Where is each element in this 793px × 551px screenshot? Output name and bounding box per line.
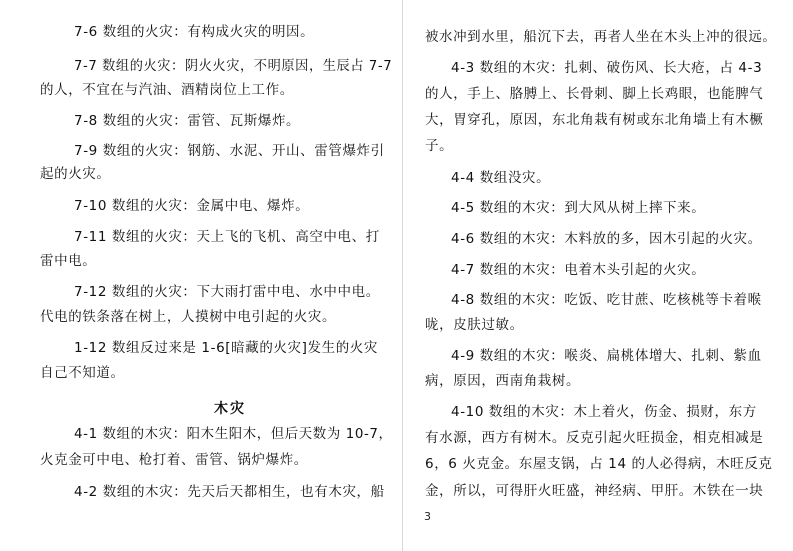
text-line: 大，胃穿孔，原因，东北角栽有树或东北角墙上有木橛 — [425, 112, 764, 128]
column-divider — [402, 0, 403, 551]
text-line: 4-10 数组的木灾：木上着火，伤金、损财，东方 — [451, 404, 757, 420]
text-line: 有水源，西方有树木。反克引起火旺损金，相克相减是 — [425, 430, 764, 446]
left-column — [40, 0, 392, 551]
text-line: 7-10 数组的火灾：金属中电、爆炸。 — [74, 198, 310, 214]
text-line: 6，6 火克金。东屋支锅，占 14 的人必得病，木旺反克 — [425, 456, 773, 472]
text-line: 4-2 数组的木灾：先天后天都相生，也有木灾，船 — [74, 484, 385, 500]
text-line: 被水冲到水里，船沉下去，再者人坐在木头上冲的很远。 — [425, 29, 777, 45]
text-line: 的人，不宜在与汽油、酒精岗位上工作。 — [40, 82, 294, 98]
text-line: 1-12 数组反过来是 1-6[暗藏的火灾]发生的火灾 — [74, 340, 379, 356]
text-line: 7-7 数组的火灾：阴火火灾，不明原因，生辰占 7-7 — [74, 58, 393, 74]
text-line: 4-4 数组没灾。 — [451, 170, 551, 186]
text-line: 7-11 数组的火灾：天上飞的飞机、高空中电、打 — [74, 229, 380, 245]
text-line: 7-6 数组的火灾：有构成火灾的明因。 — [74, 24, 315, 40]
text-line: 4-1 数组的木灾：阳木生阳木，但后天数为 10-7， — [74, 426, 393, 442]
text-line: 火克金可中电、枪打着、雷管、锅炉爆炸。 — [40, 452, 308, 468]
text-line: 7-8 数组的火灾：雷管、瓦斯爆炸。 — [74, 113, 301, 129]
text-line: 病，原因，西南角栽树。 — [425, 373, 581, 389]
right-column — [425, 0, 777, 551]
text-line: 7-9 数组的火灾：钢筋、水泥、开山、雷管爆炸引 — [74, 143, 385, 159]
text-line: 咙，皮肤过敏。 — [425, 317, 524, 333]
page-number: 3 — [424, 510, 431, 523]
text-line: 的人，手上、胳膊上、长骨刺、脚上长鸡眼，也能脾气 — [425, 86, 764, 102]
text-line: 子。 — [425, 138, 454, 154]
text-line: 4-9 数组的木灾：喉炎、扁桃体增大、扎刺、紫血 — [451, 348, 762, 364]
text-line: 起的火灾。 — [40, 166, 111, 182]
text-line: 自己不知道。 — [40, 365, 125, 381]
text-line: 4-6 数组的木灾：木料放的多，因木引起的火灾。 — [451, 231, 762, 247]
text-line: 金，所以，可得肝火旺盛，神经病、甲肝。木铁在一块 — [425, 483, 764, 499]
text-line: 代电的铁条落在树上，人摸树中电引起的火灾。 — [40, 309, 337, 325]
text-line: 7-12 数组的火灾：下大雨打雷中电、水中中电。 — [74, 284, 380, 300]
text-line: 4-7 数组的木灾：电着木头引起的火灾。 — [451, 262, 706, 278]
text-line: 4-3 数组的木灾：扎刺、破伤风、长大疮，占 4-3 — [451, 60, 763, 76]
text-line: 雷中电。 — [40, 253, 97, 269]
text-line: 4-5 数组的木灾：到大风从树上摔下来。 — [451, 200, 706, 216]
section-heading: 木灾 — [214, 401, 246, 417]
text-line: 4-8 数组的木灾：吃饭、吃甘蔗、吃核桃等卡着喉 — [451, 292, 762, 308]
